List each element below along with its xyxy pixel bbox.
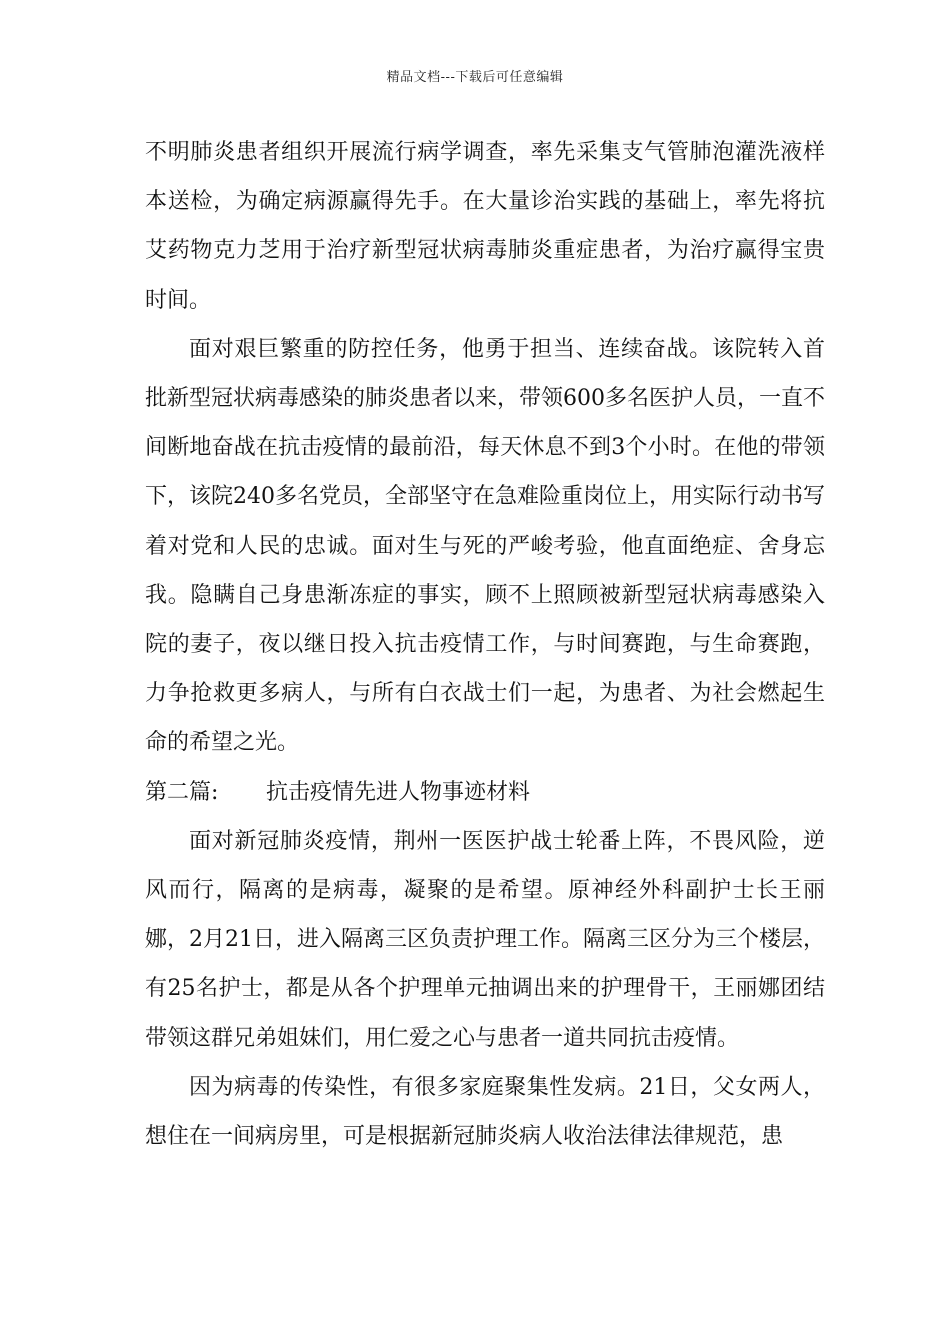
body-paragraph: 面对艰巨繁重的防控任务，他勇于担当、连续奋战。该院转入首批新型冠状病毒感染的肺炎患者以来，带领600多名医护人员，一直不间断地奋战在抗击疫情的最前沿，每天休息不到3个小时。在他的带领下，该院240多名党员，全部坚守在急难险重岗位上，用实际行动书写着对党和人民的忠诚。面对生与死的严峻考验，他直面绝症、舍身忘我。隐瞒自己身患渐冻症的事实，顾不上照顾被新型冠状病毒感染入院的妻子，夜以继日投入抗击疫情工作，与时间赛跑，与生命赛跑，力争抢救更多病人，与所有白衣战士们一起，为患者、为社会燃起生命的希望之光。	[145, 336, 825, 756]
document-body	[145, 128, 825, 1161]
section-label: 第二篇:	[145, 779, 219, 805]
section-title: 抗击疫情先进人物事迹材料	[266, 779, 531, 805]
body-paragraph: 不明肺炎患者组织开展流行病学调查，率先采集支气管肺泡灌洗液样本送检，为确定病源赢得先手。在大量诊治实践的基础上，率先将抗艾药物克力芝用于治疗新型冠状病毒肺炎重症患者，为治疗赢得宝贵时间。	[145, 140, 825, 313]
body-paragraph: 面对新冠肺炎疫情，荆州一医医护战士轮番上阵，不畏风险，逆风而行，隔离的是病毒，凝聚的是希望。原神经外科副护士长王丽娜，2月21日，进入隔离三区负责护理工作。隔离三区分为三个楼层，有25名护士，都是从各个护理单元抽调出来的护理骨干，王丽娜团结带领这群兄弟姐妹们，用仁爱之心与患者一道共同抗击疫情。	[145, 828, 825, 1051]
page-header: 精品文档---下载后可任意编辑	[386, 70, 564, 85]
section-heading	[145, 768, 825, 817]
body-paragraph: 因为病毒的传染性，有很多家庭聚集性发病。21日，父女两人，想住在一间病房里，可是根据新冠肺炎病人收治法律法律规范，患	[145, 1074, 825, 1150]
